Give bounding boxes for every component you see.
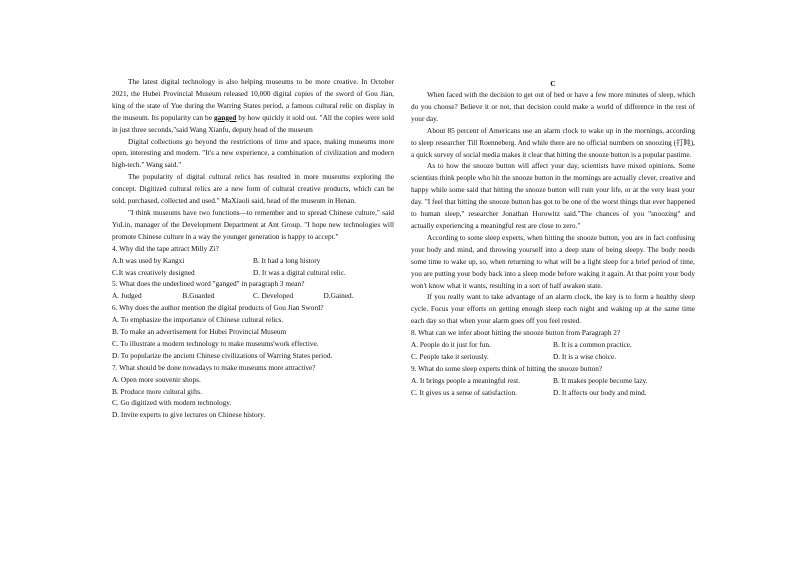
question-9: [411, 363, 695, 399]
option-c[interactable]: C. Go digitized with modern technology.: [112, 398, 232, 408]
option-d[interactable]: D. To popularize the ancient Chinese civilizations of Warring States period.: [112, 350, 333, 360]
options-row: [411, 387, 695, 399]
option-a[interactable]: A. People do it just for fun.: [411, 340, 491, 350]
option-d[interactable]: D. It was a digital cultural relic.: [253, 267, 346, 277]
question-8: [411, 327, 695, 363]
question-stem: 5. What does the underlined word "ganged" in paragraph 3 mean?: [112, 279, 305, 289]
question-stem: 9. What do some sleep experts think of hitting the snooze button?: [411, 363, 603, 373]
question-stem: 6. Why does the author mention the digital products of Gou Jian Sword?: [112, 303, 324, 313]
option-b[interactable]: B.Guarded: [182, 291, 215, 301]
option-c[interactable]: C. To illustrate a modern technology to make museums'work effective.: [112, 338, 319, 348]
text: by how quickly it sold out. "All the copies were sold in just three seconds,"said Wang Xianfu, deputy head of the museum: [112, 112, 394, 134]
option-a[interactable]: A. To emphasize the importance of Chinese cultural relics.: [112, 315, 284, 325]
options-row: [112, 267, 394, 279]
left-column: [112, 76, 394, 421]
question-5: [112, 278, 394, 302]
option-c[interactable]: C. Developed: [253, 291, 294, 301]
right-column: [411, 78, 695, 399]
passage-c-paragraph-3: As to how the snooze button will affect your day, scientists have mixed opinions. Some scientists think people who hit the snooze button in the mornings are actually clever, creative and happy while some said that hitting the snooze button will ruin your life, or at the very least your day. "I feel that hitting the snooze button has got to be one of the worst things that ever happened to human sleep," researcher Jonathan Horowitz said."The chances of you "snoozing" and actually experiencing a meaningful rest are close to zero.": [411, 161, 695, 230]
passage-b-paragraph-2: Digital collections go beyond the restrictions of time and space, making museums more open, interesting and modern. "It's a new experience, a combination of civilization and modern high-tech." Wang said.": [112, 136, 394, 170]
option-a[interactable]: A. It brings people a meaningful rest.: [411, 375, 521, 385]
option-d[interactable]: D.Gained.: [323, 291, 354, 301]
option-a[interactable]: A.It was used by Kangxi: [112, 255, 185, 265]
underlined-word: ganged: [213, 112, 237, 122]
option-c[interactable]: C.It was creatively designed: [112, 267, 195, 277]
option-c[interactable]: C. People take it seriously.: [411, 351, 489, 361]
option-d[interactable]: D. It affects our body and mind.: [553, 387, 647, 397]
passage-c-paragraph-4: According to some sleep experts, when hitting the snooze button, you are in fact confusing your body and mind, and throwing yourself into a deep state of being sleepy. The body needs some time to wake up, so, when returning to what will be a light sleep for a brief period of time, you are putting your body back into a sleep mode before waking it again. At that point your body won't know what it wants, resulting in a sort of half awaken state.: [411, 232, 695, 290]
section-title: C: [550, 79, 556, 88]
passage-b-paragraph-3: The popularity of digital cultural relics has resulted in more museums exploring the concept. Digitized cultural relics are a new form of cultural creative products, which can be sold, purchased, collected and used." MaXiaoli said, head of the museum in Henan.: [112, 172, 394, 206]
question-stem: 8. What can we infer about hitting the snooze button from Paragraph 2?: [411, 328, 621, 338]
question-stem: 4. Why did the tape attract Milly Zi?: [112, 243, 219, 253]
option-d[interactable]: D. It is a wise choice.: [553, 351, 617, 361]
options-row: [112, 255, 394, 267]
options-row: [411, 375, 695, 387]
passage-b-paragraph-4: "I think museums have two functions—to remember and to spread Chinese culture," said YuLin, manager of the Development Department at Ant Group. "I hope new technologies will promote Chinese culture in a way the younger generation is happy to accept.": [112, 207, 394, 241]
passage-c-paragraph-2: About 85 percent of Americans use an alarm clock to wake up in the mornings, according to sleep researcher Till Roenneberg. And while there are no official numbers on snoozing (打盹), a quick survey of social media makes it clear that hitting the snooze button is a popular pastime.: [411, 125, 695, 159]
options-row: [411, 339, 695, 351]
options-row: [112, 290, 394, 302]
option-b[interactable]: B. To make an advertisement for Hubei Provincial Museum: [112, 327, 287, 337]
passage-c-paragraph-1: When faced with the decision to get out of bed or have a few more minutes of sleep, which do you choose? Believe it or not, that decision could make a world of difference in the rest of your day.: [411, 90, 695, 123]
option-a[interactable]: A. Judged: [112, 291, 142, 301]
passage-c-paragraph-5: If you really want to take advantage of an alarm clock, the key is to form a healthy sleep cycle. Focus your efforts on getting enough sleep each night and waking up at the same time each day so that when your alarm goes off you feel rested.: [411, 292, 695, 326]
option-b[interactable]: B. Produce more cultural gifts.: [112, 386, 202, 396]
option-b[interactable]: B. It makes people become lazy.: [553, 375, 648, 385]
option-b[interactable]: B. It is a common practice.: [553, 340, 632, 350]
option-d[interactable]: D. Invite experts to give lectures on Chinese history.: [112, 410, 266, 420]
text: The latest digital technology is also helping museums to be more creative. In October 2021, the Hubei Provincial Museum released 10,000 digital copies of the sword of Gou Jian, king of the state of Yue during the Warring States period, a famous cultural relic on display in the museum. Its popularity can be: [112, 77, 394, 122]
question-stem: 7. What should be done nowadays to make museums more attractive?: [112, 362, 316, 372]
passage-b-paragraph-1: [112, 76, 394, 136]
option-b[interactable]: B. It had a long history: [253, 255, 321, 265]
question-6: [112, 302, 394, 362]
question-4: [112, 243, 394, 279]
question-7: [112, 362, 394, 422]
option-c[interactable]: C. It gives us a sense of satisfaction.: [411, 387, 517, 397]
option-a[interactable]: A. Open more souvenir shops.: [112, 374, 201, 384]
options-row: [411, 351, 695, 363]
